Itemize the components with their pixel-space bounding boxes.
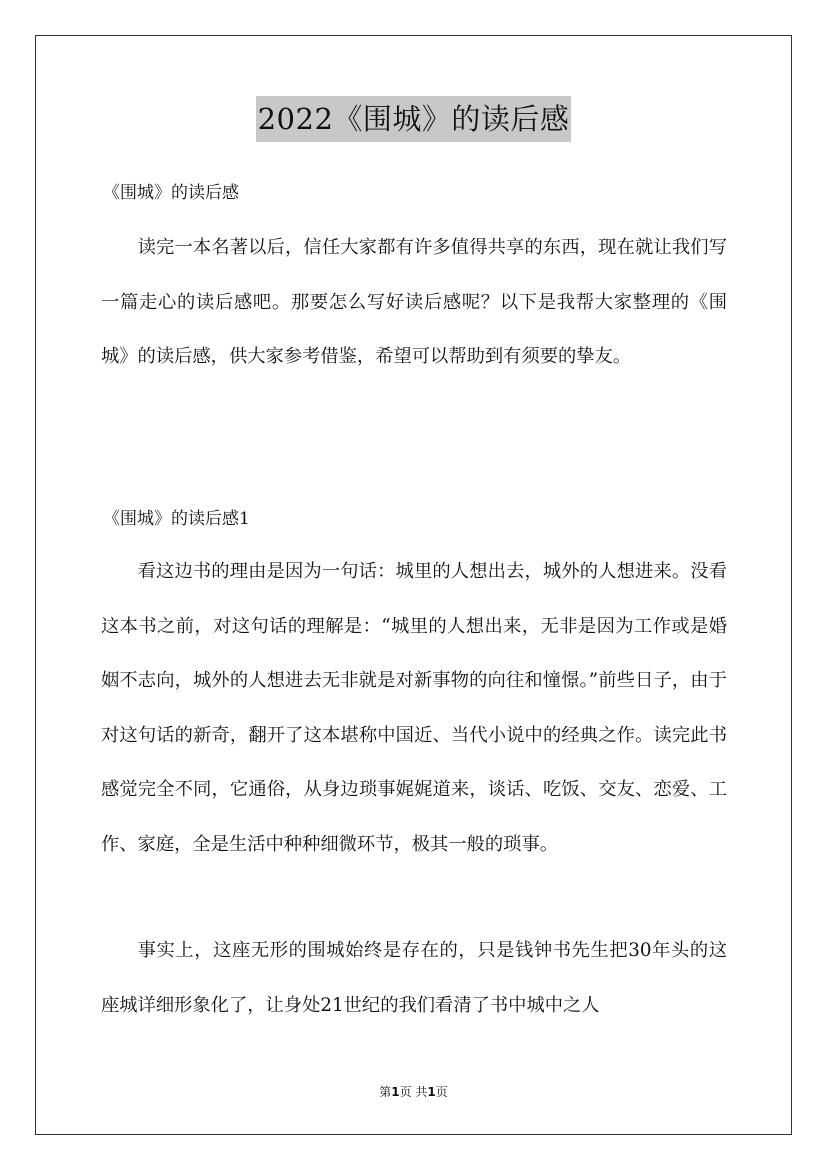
section1-paragraph-1: 看这边书的理由是因为一句话：城里的人想出去，城外的人想进来。没看这本书之前，对这句话的理解是：“城里的人想出来，无非是因为工作或是婚姻不志向，城外的人想进去无非就是对新事物的向往和憧憬。”前些日子，由于对这句话的新奇，翻开了这本堪称中国近、当代小说中的经典之作。读完此书感觉完全不同，它通俗，从身边琐事娓娓道来，谈话、吃饭、交友、恋爱、工作、家庭，全是生活中种种细微环节，极其一般的琐事。 — [101, 561, 727, 855]
footer-total-suffix: 页 — [435, 1085, 448, 1099]
intro-paragraph: 读完一本名著以后，信任大家都有许多值得共享的东西，现在就让我们写一篇走心的读后感吧。那要怎么写好读后感呢？以下是我帮大家整理的《围城》的读后感，供大家参考借鉴，希望可以帮助到有须要的挚友。 — [101, 237, 727, 367]
footer-page-suffix: 页 — [399, 1085, 412, 1099]
intro-heading: 《围城》的读后感 — [103, 183, 239, 203]
title-container — [0, 96, 827, 142]
footer-total-prefix: 共 — [415, 1085, 428, 1099]
section1-heading: 《围城》的读后感1 — [103, 509, 250, 529]
document-title: 2022《围城》的读后感 — [256, 96, 572, 142]
footer-total-number: 1 — [427, 1085, 436, 1099]
section1-paragraph-2: 事实上，这座无形的围城始终是存在的，只是钱钟书先生把30年头的这座城详细形象化了，让身处21世纪的我们看清了书中城中之人 — [101, 940, 727, 1016]
page-footer — [0, 1084, 827, 1100]
footer-page-prefix: 第 — [379, 1085, 392, 1099]
footer-page-number: 1 — [391, 1085, 400, 1099]
